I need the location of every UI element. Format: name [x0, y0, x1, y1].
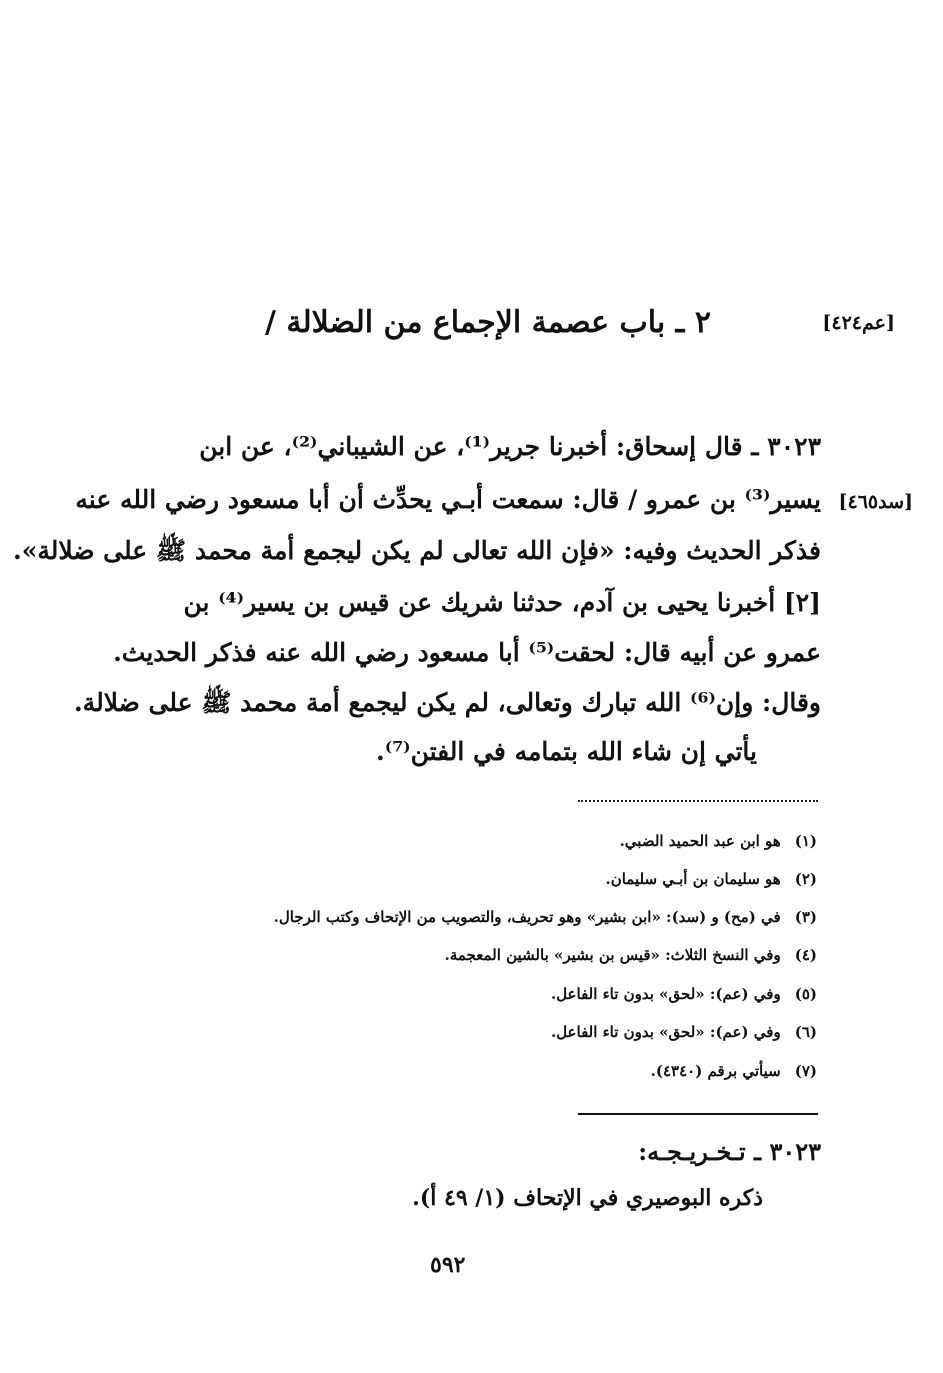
takhrij-separator	[578, 1113, 818, 1115]
body-line: فذكر الحديث وفيه: «فإن الله تعالى لم يكن ليجمع أمة محمد ﷺ على ضلالة».	[12, 536, 821, 565]
footnote-number: (٧)	[794, 1062, 817, 1080]
body-line: يأتي إن شاء الله بتمامه في الفتن⁽⁷⁾.	[376, 737, 757, 766]
footnote	[274, 910, 817, 925]
footnote-separator	[578, 800, 818, 802]
footnote-text: وفي النسخ الثلاث: «قيس بن بشير» بالشين المعجمة.	[444, 946, 781, 964]
footnote	[620, 834, 817, 849]
footnote	[551, 987, 817, 1002]
footnote	[605, 872, 817, 887]
footnote-number: (٢)	[794, 870, 817, 888]
body-line: ٣٠٢٣ ـ قال إسحاق: أخبرنا جرير⁽¹⁾، عن الشيباني⁽²⁾، عن ابن	[199, 432, 821, 461]
body-line: عمرو عن أبيه قال: لحقت⁽⁵⁾ أبا مسعود رضي الله عنه فذكر الحديث.	[113, 638, 821, 667]
footnote-text: في (مح) و (سد): «ابن بشير» وهو تحريف، والتصويب من الإتحاف وكتب الرجال.	[273, 908, 781, 926]
chapter-title: ٢ ـ باب عصمة الإجماع من الضلالة /	[265, 305, 711, 340]
footnote-text: وفي (عم): «لحق» بدون تاء الفاعل.	[550, 985, 781, 1003]
footnote-number: (٥)	[794, 985, 817, 1003]
footnote-number: (٣)	[794, 908, 817, 926]
footnote	[445, 948, 817, 963]
footnote-number: (٤)	[794, 946, 817, 964]
footnote-text: هو سليمان بن أبـي سليمان.	[605, 870, 781, 888]
footnote	[551, 1025, 817, 1040]
body-line: [٢] أخبرنا يحيى بن آدم، حدثنا شريك عن قيس بن يسير⁽⁴⁾ بن	[183, 588, 821, 617]
takhrij-heading: ٣٠٢٣ ـ تـخـريـجـه:	[638, 1137, 821, 1166]
takhrij-text: ذكره البوصيري في الإتحاف (١/ ٤٩ أ).	[412, 1185, 763, 1211]
body-line: وقال: وإن⁽⁶⁾ الله تبارك وتعالى، لم يكن ليجمع أمة محمد ﷺ على ضلالة.	[73, 688, 821, 717]
footnote-text: وفي (عم): «لحق» بدون تاء الفاعل.	[550, 1023, 781, 1041]
footnote	[651, 1064, 817, 1079]
margin-note-top: [عم٤٢٤]	[822, 312, 895, 334]
footnote-text: سيأتي برقم (٤٣٤٠).	[650, 1062, 781, 1080]
footnote-text: هو ابن عبد الحميد الضبي.	[619, 832, 781, 850]
page-number: ٥٩٢	[430, 1252, 466, 1278]
margin-note-side: [سد٤٦٥]	[838, 491, 913, 513]
footnote-number: (٦)	[794, 1023, 817, 1041]
footnote-number: (١)	[794, 832, 817, 850]
body-line: يسير⁽³⁾ بن عمرو / قال: سمعت أبـي يحدِّث أن أبا مسعود رضي الله عنه	[75, 485, 821, 514]
